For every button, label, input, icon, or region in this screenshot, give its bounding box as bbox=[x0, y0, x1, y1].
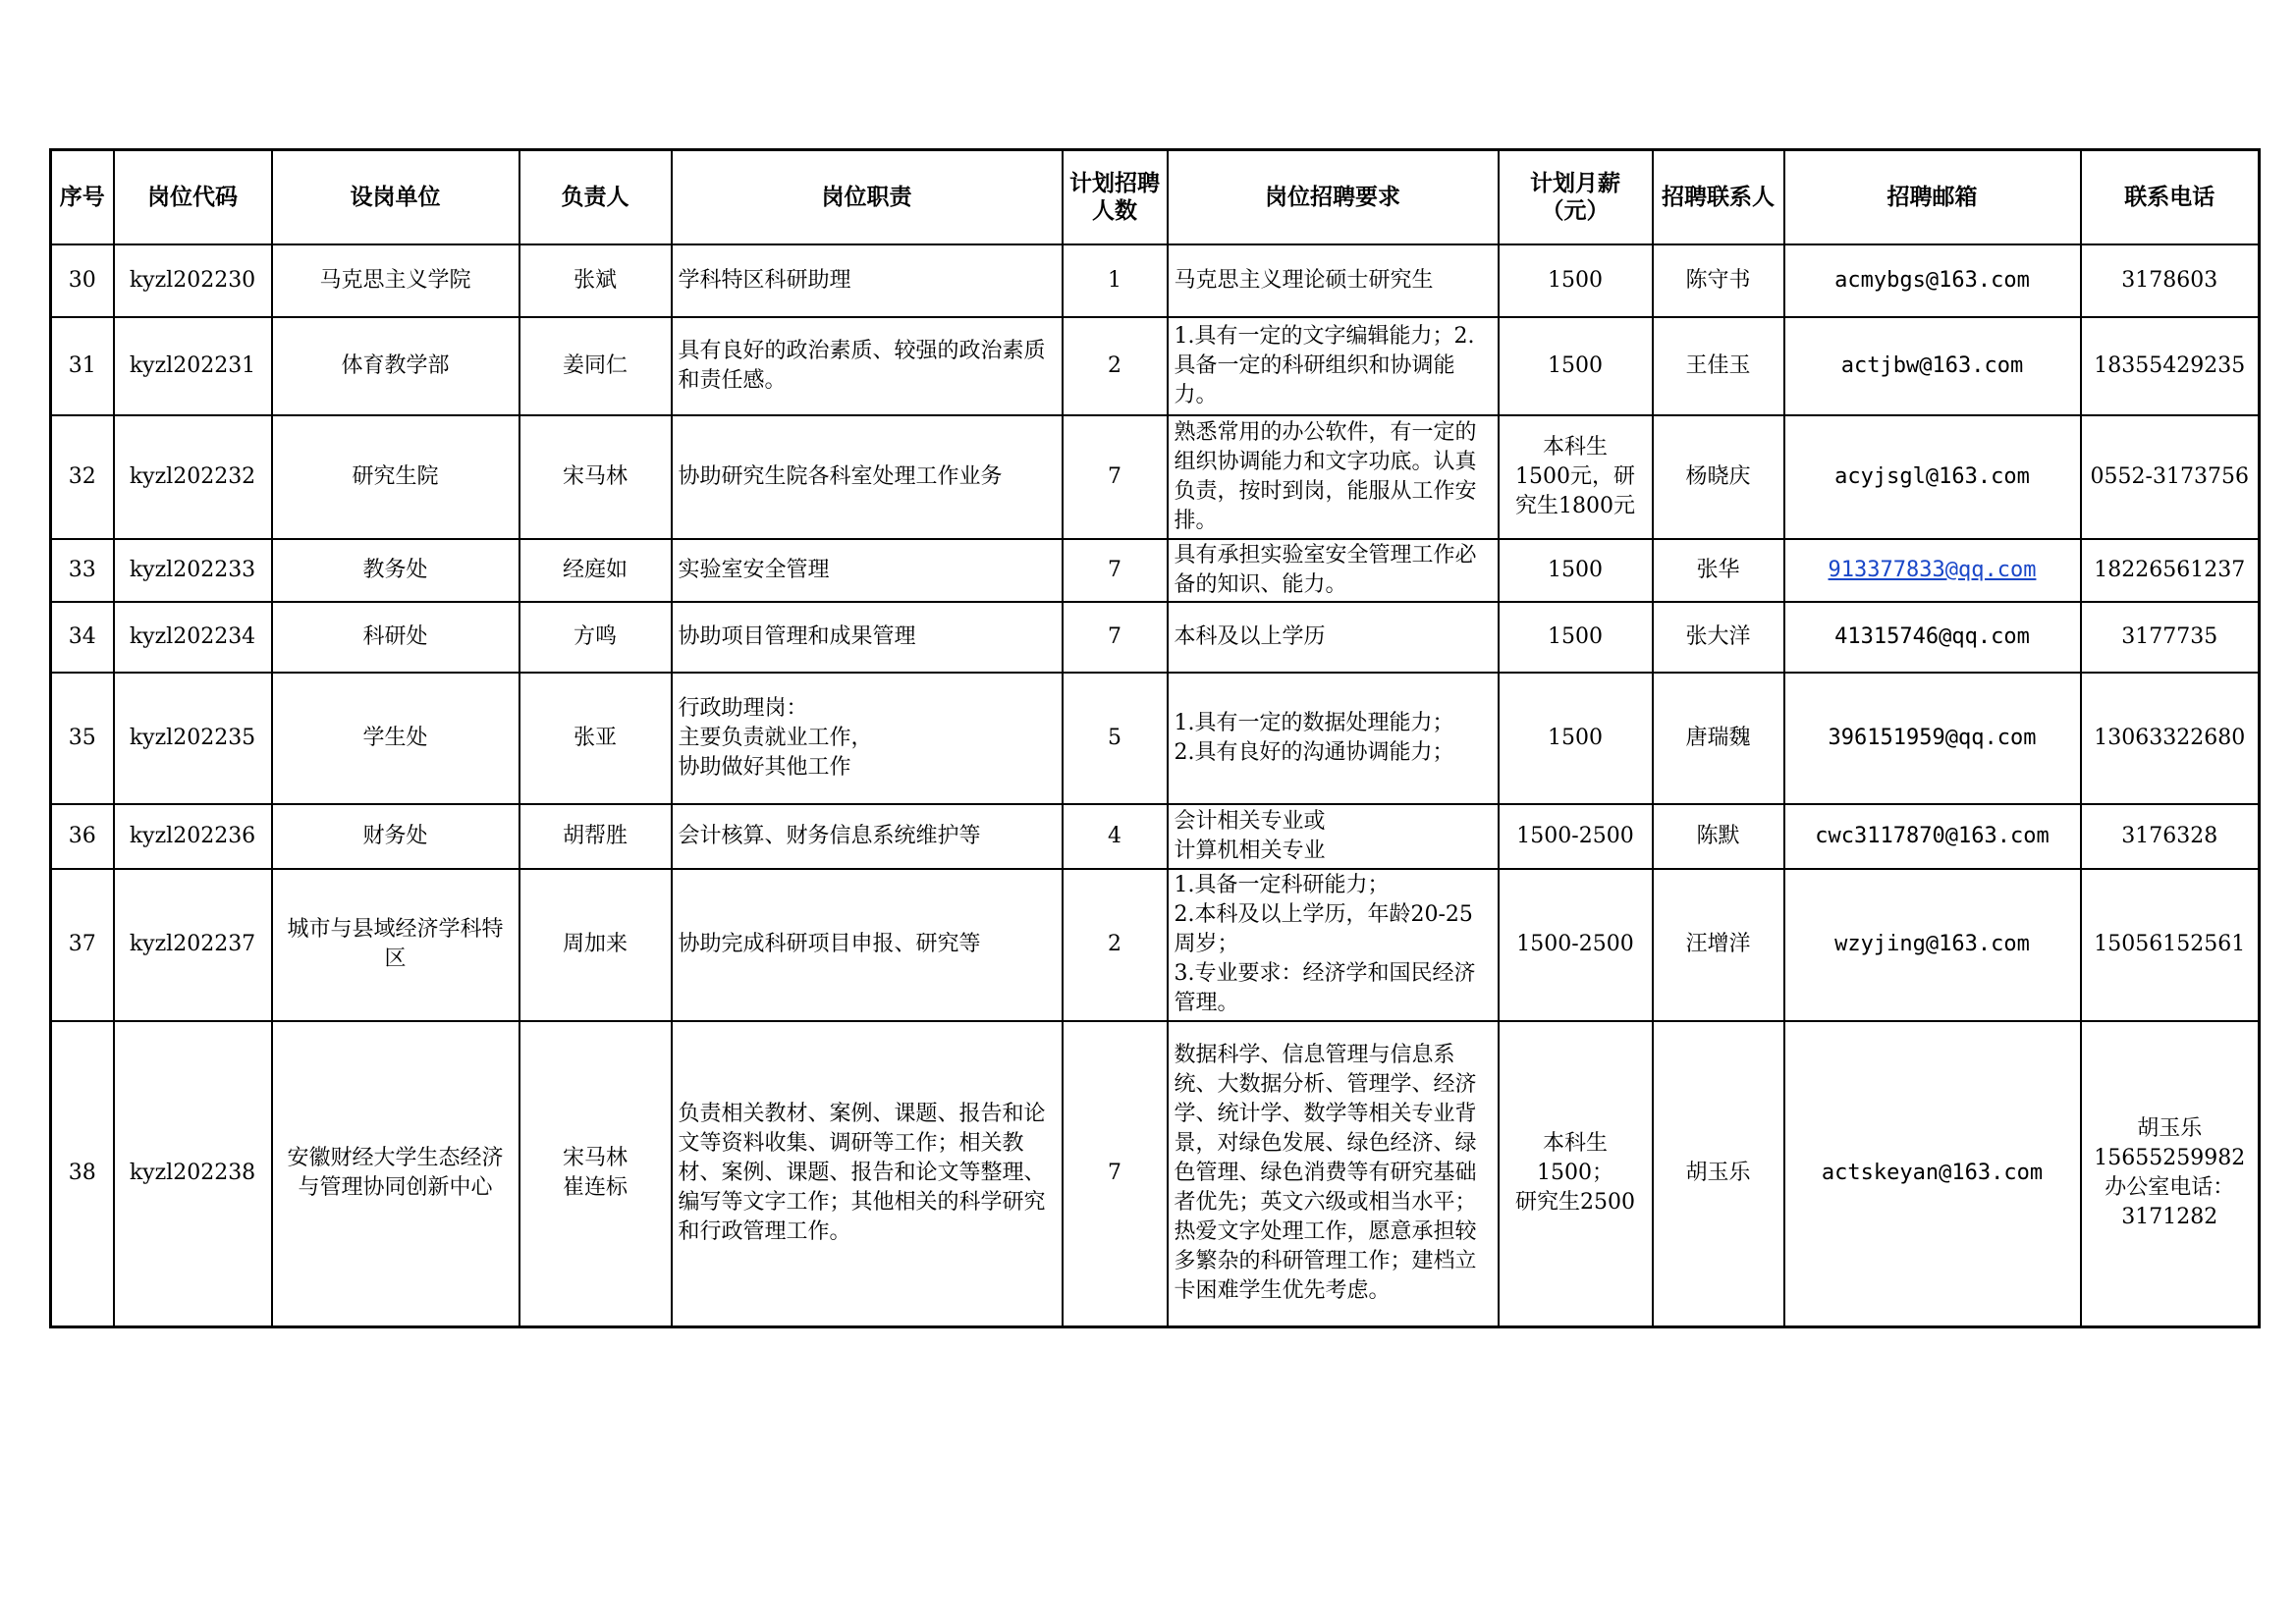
cell-contact: 杨晓庆 bbox=[1653, 415, 1784, 539]
cell-code: kyzl202232 bbox=[114, 415, 272, 539]
header-phone: 联系电话 bbox=[2081, 150, 2260, 244]
cell-lead: 姜同仁 bbox=[519, 317, 672, 415]
cell-no: 38 bbox=[51, 1021, 114, 1327]
cell-phone: 13063322680 bbox=[2081, 673, 2260, 804]
cell-phone: 3178603 bbox=[2081, 244, 2260, 317]
cell-unit: 科研处 bbox=[272, 602, 519, 673]
cell-lead: 周加来 bbox=[519, 869, 672, 1021]
cell-count: 4 bbox=[1063, 804, 1168, 869]
cell-code: kyzl202231 bbox=[114, 317, 272, 415]
cell-phone: 胡玉乐 15655259982 办公室电话： 3171282 bbox=[2081, 1021, 2260, 1327]
header-count: 计划招聘 人数 bbox=[1063, 150, 1168, 244]
cell-lead: 方鸣 bbox=[519, 602, 672, 673]
cell-lead: 宋马林 崔连标 bbox=[519, 1021, 672, 1327]
cell-phone: 15056152561 bbox=[2081, 869, 2260, 1021]
header-req: 岗位招聘要求 bbox=[1168, 150, 1499, 244]
cell-unit: 马克思主义学院 bbox=[272, 244, 519, 317]
cell-count: 2 bbox=[1063, 869, 1168, 1021]
cell-contact: 张大洋 bbox=[1653, 602, 1784, 673]
table-row bbox=[51, 539, 2260, 602]
cell-email: 41315746@qq.com bbox=[1784, 602, 2081, 673]
cell-email: acyjsgl@163.com bbox=[1784, 415, 2081, 539]
header-contact: 招聘联系人 bbox=[1653, 150, 1784, 244]
cell-unit: 财务处 bbox=[272, 804, 519, 869]
cell-email: acmybgs@163.com bbox=[1784, 244, 2081, 317]
cell-salary: 1500 bbox=[1499, 539, 1653, 602]
cell-lead: 宋马林 bbox=[519, 415, 672, 539]
cell-lead: 经庭如 bbox=[519, 539, 672, 602]
cell-req: 马克思主义理论硕士研究生 bbox=[1168, 244, 1499, 317]
cell-phone: 18226561237 bbox=[2081, 539, 2260, 602]
cell-req: 熟悉常用的办公软件，有一定的组织协调能力和文字功底。认真负责，按时到岗，能服从工作安排。 bbox=[1168, 415, 1499, 539]
cell-no: 33 bbox=[51, 539, 114, 602]
cell-phone: 18355429235 bbox=[2081, 317, 2260, 415]
cell-count: 2 bbox=[1063, 317, 1168, 415]
cell-salary: 1500-2500 bbox=[1499, 804, 1653, 869]
table-row bbox=[51, 602, 2260, 673]
cell-email: 396151959@qq.com bbox=[1784, 673, 2081, 804]
table-row bbox=[51, 415, 2260, 539]
cell-email: actskeyan@163.com bbox=[1784, 1021, 2081, 1327]
cell-count: 7 bbox=[1063, 415, 1168, 539]
cell-count: 1 bbox=[1063, 244, 1168, 317]
table-row bbox=[51, 673, 2260, 804]
cell-salary: 1500-2500 bbox=[1499, 869, 1653, 1021]
cell-unit: 城市与县域经济学科特区 bbox=[272, 869, 519, 1021]
email-link[interactable]: 913377833@qq.com bbox=[1828, 557, 2037, 582]
cell-salary: 1500 bbox=[1499, 602, 1653, 673]
cell-code: kyzl202238 bbox=[114, 1021, 272, 1327]
cell-duty: 实验室安全管理 bbox=[672, 539, 1063, 602]
cell-unit: 研究生院 bbox=[272, 415, 519, 539]
cell-unit: 安徽财经大学生态经济与管理协同创新中心 bbox=[272, 1021, 519, 1327]
cell-email: cwc3117870@163.com bbox=[1784, 804, 2081, 869]
cell-req: 1.具备一定科研能力； 2.本科及以上学历，年龄20-25周岁； 3.专业要求：经济学和国民经济管理。 bbox=[1168, 869, 1499, 1021]
cell-email: actjbw@163.com bbox=[1784, 317, 2081, 415]
table-row bbox=[51, 1021, 2260, 1327]
cell-lead: 张斌 bbox=[519, 244, 672, 317]
header-row bbox=[51, 150, 2260, 244]
cell-salary: 1500 bbox=[1499, 244, 1653, 317]
cell-code: kyzl202237 bbox=[114, 869, 272, 1021]
header-lead: 负责人 bbox=[519, 150, 672, 244]
cell-duty: 行政助理岗： 主要负责就业工作， 协助做好其他工作 bbox=[672, 673, 1063, 804]
cell-duty: 协助研究生院各科室处理工作业务 bbox=[672, 415, 1063, 539]
table-row bbox=[51, 244, 2260, 317]
cell-count: 7 bbox=[1063, 602, 1168, 673]
cell-salary: 1500 bbox=[1499, 673, 1653, 804]
cell-salary: 1500 bbox=[1499, 317, 1653, 415]
cell-duty: 协助项目管理和成果管理 bbox=[672, 602, 1063, 673]
header-code: 岗位代码 bbox=[114, 150, 272, 244]
cell-duty: 协助完成科研项目申报、研究等 bbox=[672, 869, 1063, 1021]
cell-contact: 汪增洋 bbox=[1653, 869, 1784, 1021]
cell-contact: 陈默 bbox=[1653, 804, 1784, 869]
cell-contact: 唐瑞魏 bbox=[1653, 673, 1784, 804]
cell-count: 7 bbox=[1063, 539, 1168, 602]
cell-no: 36 bbox=[51, 804, 114, 869]
cell-contact: 陈守书 bbox=[1653, 244, 1784, 317]
cell-req: 本科及以上学历 bbox=[1168, 602, 1499, 673]
header-duty: 岗位职责 bbox=[672, 150, 1063, 244]
cell-req: 1.具有一定的数据处理能力； 2.具有良好的沟通协调能力； bbox=[1168, 673, 1499, 804]
cell-req: 会计相关专业或 计算机相关专业 bbox=[1168, 804, 1499, 869]
cell-email bbox=[1784, 539, 2081, 602]
cell-unit: 教务处 bbox=[272, 539, 519, 602]
header-unit: 设岗单位 bbox=[272, 150, 519, 244]
cell-code: kyzl202234 bbox=[114, 602, 272, 673]
cell-no: 32 bbox=[51, 415, 114, 539]
cell-duty: 负责相关教材、案例、课题、报告和论文等资料收集、调研等工作；相关教材、案例、课题、报告和论文等整理、编写等文字工作；其他相关的科学研究和行政管理工作。 bbox=[672, 1021, 1063, 1327]
cell-duty: 学科特区科研助理 bbox=[672, 244, 1063, 317]
cell-phone: 3177735 bbox=[2081, 602, 2260, 673]
cell-code: kyzl202235 bbox=[114, 673, 272, 804]
cell-code: kyzl202233 bbox=[114, 539, 272, 602]
cell-salary: 本科生1500； 研究生2500 bbox=[1499, 1021, 1653, 1327]
table-row bbox=[51, 869, 2260, 1021]
cell-req: 1.具有一定的文字编辑能力；2.具备一定的科研组织和协调能力。 bbox=[1168, 317, 1499, 415]
header-salary: 计划月薪 （元） bbox=[1499, 150, 1653, 244]
cell-code: kyzl202230 bbox=[114, 244, 272, 317]
cell-lead: 张亚 bbox=[519, 673, 672, 804]
cell-no: 37 bbox=[51, 869, 114, 1021]
cell-salary: 本科生 1500元，研究生1800元 bbox=[1499, 415, 1653, 539]
cell-phone: 0552-3173756 bbox=[2081, 415, 2260, 539]
cell-contact: 胡玉乐 bbox=[1653, 1021, 1784, 1327]
table-row bbox=[51, 317, 2260, 415]
cell-req: 数据科学、信息管理与信息系统、大数据分析、管理学、经济学、统计学、数学等相关专业背景，对绿色发展、绿色经济、绿色管理、绿色消费等有研究基础者优先；英文六级或相当水平；热爱文字处理工作，愿意承担较多繁杂的科研管理工作；建档立卡困难学生优先考虑。 bbox=[1168, 1021, 1499, 1327]
cell-code: kyzl202236 bbox=[114, 804, 272, 869]
cell-no: 35 bbox=[51, 673, 114, 804]
cell-no: 31 bbox=[51, 317, 114, 415]
cell-phone: 3176328 bbox=[2081, 804, 2260, 869]
cell-unit: 学生处 bbox=[272, 673, 519, 804]
cell-count: 7 bbox=[1063, 1021, 1168, 1327]
cell-no: 30 bbox=[51, 244, 114, 317]
cell-duty: 会计核算、财务信息系统维护等 bbox=[672, 804, 1063, 869]
cell-lead: 胡帮胜 bbox=[519, 804, 672, 869]
cell-email: wzyjing@163.com bbox=[1784, 869, 2081, 1021]
cell-duty: 具有良好的政治素质、较强的政治素质和责任感。 bbox=[672, 317, 1063, 415]
cell-unit: 体育教学部 bbox=[272, 317, 519, 415]
cell-req: 具有承担实验室安全管理工作必备的知识、能力。 bbox=[1168, 539, 1499, 602]
recruitment-table bbox=[49, 148, 2261, 1328]
cell-count: 5 bbox=[1063, 673, 1168, 804]
header-no: 序号 bbox=[51, 150, 114, 244]
cell-no: 34 bbox=[51, 602, 114, 673]
header-email: 招聘邮箱 bbox=[1784, 150, 2081, 244]
cell-contact: 王佳玉 bbox=[1653, 317, 1784, 415]
cell-contact: 张华 bbox=[1653, 539, 1784, 602]
table-row bbox=[51, 804, 2260, 869]
